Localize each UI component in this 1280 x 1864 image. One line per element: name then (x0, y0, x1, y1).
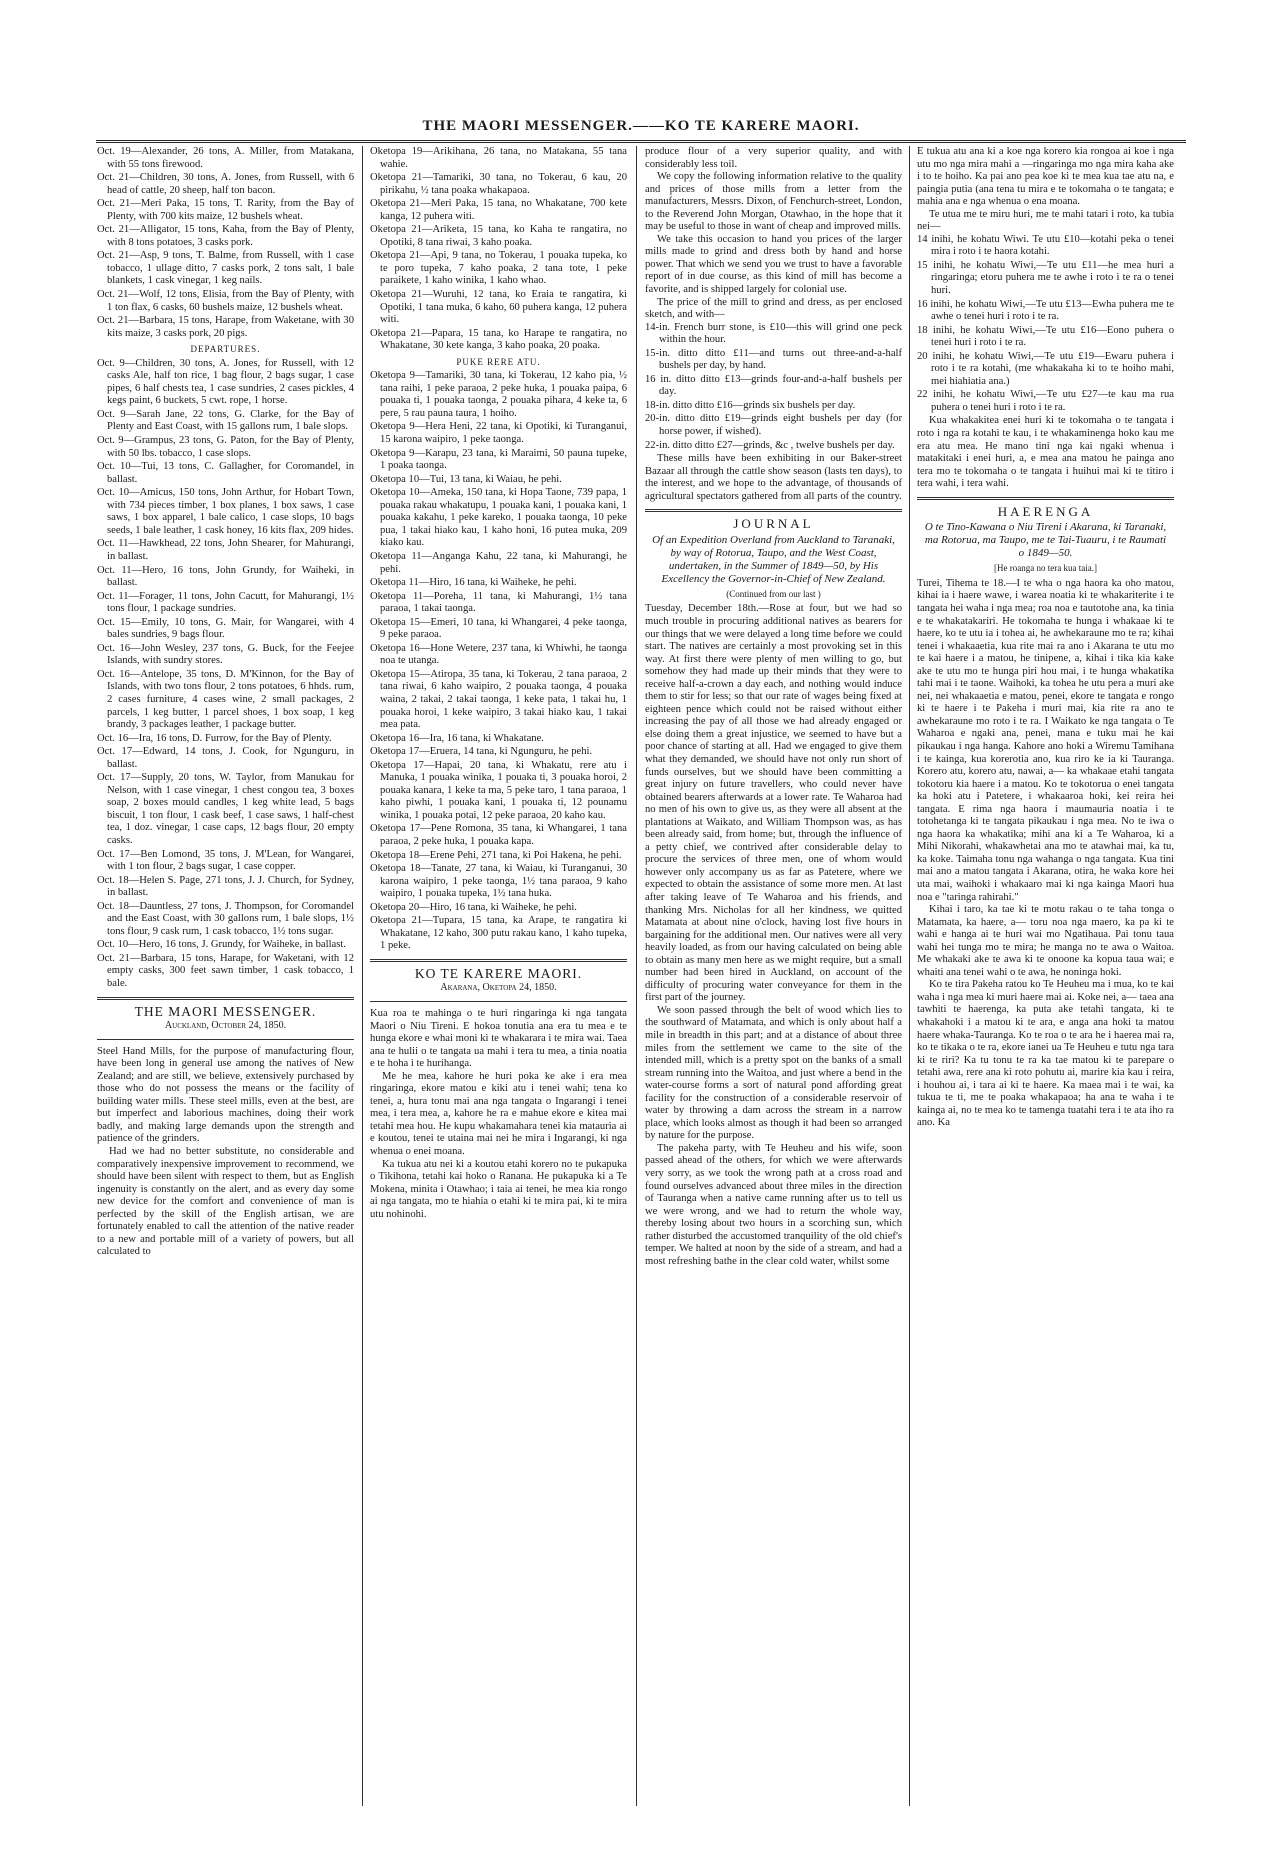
shipping-entry: Oketopa 15—Atiropa, 35 tana, ki Tokerau, 2 tana paraoa, 2 tana riwai, 6 kaho waipiro, 2 pouaka taonga, 4 pouaka waina, 2 takai, 2 takai taonga, 1 keke pata, 1 takai hu, 1 pouaka horoi, 1 keke waipiro, 3 takai hiako kau, 1 takai mea pata. (370, 668, 627, 731)
header-rule (96, 140, 1186, 143)
price-entry: 20-in. ditto ditto £19—grinds eight bushels per day (for horse power, if wished). (645, 413, 902, 438)
shipping-entry: Oct. 17—Edward, 14 tons, J. Cook, for Ngunguru, in ballast. (97, 746, 354, 770)
shipping-entry: Oct. 15—Emily, 10 tons, G. Mair, for Wangarei, with 4 bales sundries, 9 bags flour. (97, 616, 354, 641)
shipping-entry: Oketopa 16—Hone Wetere, 237 tana, ki Whiwhi, he taonga noa te utanga. (370, 642, 627, 667)
shipping-entry: Oketopa 17—Eruera, 14 tana, ki Ngunguru, he pehi. (370, 746, 593, 758)
article-paragraph: Kihai i taro, ka tae ki te motu rakau o te taha tonga o Matamata, ka haere, a— toru noa nga maero, ka pa ki te wahi e hanga ai te huri wai mo Ngatihaua. Pai tonu taua wahi hei tunga mo te mira; he manga no te awa o Waitoa. Me whakaki ake te awa ki te onoone ka kopua taua wai; e whaiti ana tenei wahi o te awa, he noninga hoki. (917, 904, 1174, 978)
shipping-entry: Oct. 21—Barbara, 15 tons, Harape, from Waketane, with 30 kits maize, 3 casks pork, 20 pigs. (97, 315, 354, 339)
shipping-entry: Oct. 10—Hero, 16 tons, J. Grundy, for Waiheke, in ballast. (97, 939, 346, 951)
shipping-entry: Oct. 21—Asp, 9 tons, T. Balme, from Russell, with 1 case tobacco, 1 ullage ditto, 7 casks pork, 2 tons salt, 1 bale blankets, 1 cask vinegar, 1 keg nails. (97, 250, 354, 287)
shipping-entry: Oketopa 21—Meri Paka, 15 tana, no Whakatane, 700 kete kanga, 12 puhera witi. (370, 198, 627, 222)
mill-article-outro-maori: Kua whakakitea enei huri ki te tokomaha o te tangata i roto i nga ra kotahi te kau, i te whakaminenga hoko kau me era atu mea. He mano tini nga kai ngaki whenua i matakitaki i enei huri, a, e mea ana matou he painga ano tera mo te tokomaha o te tangata i huihui mai ki te titiro i tera wahi, i tera wahi. (917, 415, 1174, 490)
shipping-entry: Oketopa 15—Emeri, 10 tana, ki Whangarei, 4 peke taonga, 9 peke paraoa. (370, 616, 627, 641)
journal-subtitle: Of an Expedition Overland from Auckland to Taranaki, by way of Rotorua, Taupo, and the West Coast, undertaken, in the Summer of 1849—50, by His Excellency the Governor-in-Chief of New Zealand. (652, 533, 895, 585)
column-english-shipping (97, 146, 354, 1259)
departures-list-maori (370, 370, 627, 953)
article-paragraph: produce flour of a very superior quality, and with considerably less toil. (645, 146, 902, 170)
column-divider (362, 146, 363, 1806)
haerenga-body (917, 578, 1174, 1130)
price-entry: 22-in. ditto ditto £27—grinds, &c , twelve bushels per day. (645, 439, 895, 451)
price-entry: 14 inihi, he kohatu Wiwi. Te utu £10—kotahi peka o tenei mira i roto i te haora kotahi. (917, 233, 1174, 258)
price-entry: 22 inihi, he kohatu Wiwi,—Te utu £27—te kau ma rua puhera o tenei huri i roto i te ra. (917, 389, 1174, 413)
continued-note: (Continued from our last ) (726, 588, 821, 599)
journal-heading: JOURNAL (733, 516, 814, 532)
mill-price-list (645, 322, 902, 452)
article-paragraph: Me he mea, kahore he huri poka ke ake i era mea ringaringa, ekore matou e kiki atu i tenei wahi; tena ko tenei, a, hura tonu mai ana nga tangata o Ingarangi i tenei mea, i tera mea, a, kahore he ra e mahue ekore e kitea mai tetahi mea hou. He kupu whakamahara tenei kia matauria ai e koutou, tenei te utaina mai nei he mira i Ingarangi, ki nga whenua o enei moana. (370, 1070, 627, 1158)
shipping-entry: Oct. 11—Hawkhead, 22 tons, John Shearer, for Mahurangi, in ballast. (97, 538, 354, 562)
shipping-entry: Oketopa 21—Papara, 15 tana, ko Harape te rangatira, no Whakatane, 30 kete kanga, 3 kaho poaka, 20 poaka. (370, 327, 627, 352)
departures-list (97, 358, 354, 991)
mill-price-list-maori (917, 234, 1174, 415)
column-maori-journal (917, 146, 1174, 1130)
article-paragraph: Kua roa te mahinga o te huri ringaringa ki nga tangata Maori o Niu Tireni. E hokoa tonutia ana era tu mea e te hunga ekore e whai moni ki te whakarara i te mira wai. Taea ana te hulii o te tangata ua mahi i tera tu mea, a tinia noatia e te hoha i te hurihanga. (370, 1008, 627, 1070)
shipping-entry: Oct. 11—Hero, 16 tons, John Grundy, for Waiheki, in ballast. (97, 564, 354, 589)
masthead-maori: KO TE KARERE MAORI. (414, 965, 583, 981)
shipping-entry: Oketopa 11—Poreha, 11 tana, ki Mahurangi, 1½ tana paraoa, 1 takai taonga. (370, 590, 627, 615)
shipping-entry: Oct. 19—Alexander, 26 tons, A. Miller, from Matakana, with 55 tons firewood. (97, 146, 354, 170)
mill-article (645, 146, 902, 322)
article-paragraph: We soon passed through the belt of wood which lies to the southward of Matamata, and which is only about half a mile in breadth in this part; and at a distance of about three miles from the settlement we came to the site of the intended mill, which is a pretty spot on the banks of a small stream running into the Waitoa, and just where a bend in the water-course forms a sort of natural pond affording great facility for the construction of a considerable reservoir of water by throwing a dam across the stream in a narrow place, which looks almost as though it had been so arranged by nature for the purpose. (645, 1004, 902, 1142)
price-entry: 14-in. French burr stone, is £10—this will grind one peck within the hour. (645, 321, 902, 346)
shipping-entry: Oct. 21—Children, 30 tons, A. Jones, from Russell, with 6 head of cattle, 20 sheep, half ton bacon. (97, 172, 354, 196)
shipping-entry: Oketopa 10—Tui, 13 tana, ki Waiau, he pehi. (370, 473, 562, 485)
shipping-entry: Oketopa 16—Ira, 16 tana, ki Whakatane. (370, 732, 544, 744)
running-head: THE MAORI MESSENGER.——KO TE KARERE MAORI. (422, 118, 860, 134)
shipping-entry: Oketopa 9—Hera Heni, 22 tana, ki Opotiki, ki Turanganui, 15 karona waipiro, 1 peke taonga. (370, 421, 627, 446)
shipping-entry: Oct. 10—Tui, 13 tons, C. Gallagher, for Coromandel, in ballast. (97, 461, 354, 485)
shipping-entry: Oct. 10—Amicus, 150 tons, John Arthur, for Hobart Town, with 734 pieces timber, 1 box planes, 1 box saws, 1 case saws, 1 box apparel, 1 bale calico, 1 case slops, 10 bags seeds, 1 bale leather, 1 cask honey, 16 kits flax, 209 hides. (97, 487, 354, 536)
shipping-entry: Oct. 21—Barbara, 15 tons, Harape, for Waketani, with 12 empty casks, 300 feet sawn timber, 1 cask tobacco, 1 bale. (97, 952, 354, 989)
shipping-entry: Oct. 9—Sarah Jane, 22 tons, G. Clarke, for the Bay of Plenty and East Coast, with 15 gallons rum, 1 bale slops. (97, 408, 354, 433)
shipping-entry: Oketopa 21—Tupara, 15 tana, ka Arape, te rangatira ki Whakatane, 12 kaho, 300 putu rakau kano, 1 kaho tupeka, 1 peke. (370, 915, 627, 952)
shipping-entry: Oct. 18—Helen S. Page, 271 tons, J. J. Church, for Sydney, in ballast. (97, 874, 354, 899)
price-entry: 18-in. ditto ditto £16—grinds six bushels per day. (645, 399, 856, 411)
shipping-entry: Oct. 21—Alligator, 15 tons, Kaha, from the Bay of Plenty, with 8 tons potatoes, 3 casks pork. (97, 224, 354, 248)
column-divider (909, 146, 910, 1806)
article-paragraph: E tukua atu ana ki a koe nga korero kia rongoa ai koe i nga utu mo nga mira mahi a —ringaringa mo nga mira kaha ake i to te hoiho. Ka pai ano pea koe ki te mea kua tae atu na, e paingia putia (ana tena tu mira e te tokomaha o te tangata; e mahia ana e nga whenua o ena moana. (917, 146, 1174, 208)
shipping-entry: Oketopa 18—Erene Pehi, 271 tana, ki Poi Hakena, he pehi. (370, 849, 622, 861)
shipping-entry: Oct. 17—Supply, 20 tons, W. Taylor, from Manukau for Nelson, with 1 case vinegar, 1 chest congou tea, 3 boxes soap, 2 boxes mould candles, 1 keg white lead, 5 bags biscuit, 1 ton flour, 1 cask beef, 1 case saws, 1 half-chest tea, 1 doz. vinegar, 1 case caps, 12 bags flour, 20 empty casks. (97, 772, 354, 846)
section-rule (370, 959, 627, 962)
shipping-entry: Oketopa 20—Hiro, 16 tana, ki Waiheke, he pehi. (370, 901, 577, 913)
column-maori-shipping (370, 146, 627, 1221)
article-paragraph: The pakeha party, with Te Heuheu and his wife, soon passed ahead of the others, for which we were afterwards very sorry, as we took the wrong path at a cross road and found ourselves advanced about three miles in the direction of Tauranga when a native came running after us to tell us we were wrong, and we had to return the whole way, thereby losing about two hours in a scorching sun, which rather disturbed the accustomed tranquility of the old chief's temper. We halted at noon by the side of a stream, and had a most refreshing bathe in the clear cold water, whilst some (645, 1142, 902, 1267)
article-paragraph: Had we had no better substitute, no considerable and comparatively inexpensive improvement to recommend, we should have been silent with respect to them, but as English ingenuity is constantly on the alert, and as every day some new device for the comfort and convenience of man is perfected by the skill of the English artisan, we are fortunately enabled to call the attention of the native reader to a new and portable mill of a variety of powers, but all calculated to (97, 1146, 354, 1258)
article-paragraph: Turei, Tihema te 18.—I te wha o nga haora ka oho matou, kihai ia i haere wawe, i warea noatia ki te whakariterite i te tangata hei waha i nga mea; roa noa e tautotohe ana, ka tinia e te whakatakariri. He tokomaha te hunga i whakaae ki te haere, ko te utu ia i tohea ai, he awhekaraune mo te ra; kihai tenei i whakaaetia, kua rite mai ra ano i Akarana te utu mo te kai haere i a matou, he tinipene, a, kihai i tika kia kake ake te utu mo te hunga piri hou mai, i te hunga whakatika tahi mai i te taone. Waihoki, ka tohea he utu pera a muri ake nei, nei whakaaetia e matou, penei, ekore te tangata e rongo ki te haere i te Pakeha i muri mai, kia rite ra ano te awhekaraune mo roto i te ra. I Waikato ke nga tangata o Te Waharoa e ngaki ana, penei, mana e tuku mai he kai pikaukau i nga hanga. Kahore ano hoki a Wiremu Tamihana i te kainga, kua korerotia ano, kua riro ke ia ki Tauranga. Korero atu, korero atu, nawai, a— ka whakaae etahi tangata tokotoru kia haere i a matou. Ko te tokotorua o enei tangata ka hoki atu i Patetere, i whakaaroa hoki, kei reira hei tangata. E rima nga haora i maumauria noatia i te totohetanga ki te tangata pikaukau i nga mea. No te iwa o nga haora ka whakatika; mihi ana ki a Te Waharoa, ki a Mihi Nikorahi, whakawhetai ana mo te atawhai mai, ka tu, ka koke. Taimaha tonu nga wahanga o nga tangata. Kua tini mai ano a matou tangata i Akarana, otira, he waka kore hei uta mai, waihoki i whakaaro mai ki nga kainga Maori hua noa e "taringa rahirahi." (917, 577, 1174, 903)
article-paragraph: We copy the following information relative to the quality and prices of those mills from a letter from the manufacturers, Messrs. Dixon, of Fenchurch-street, London, to the Reverend John Morgan, Otawhao, in the hope that it may be useful to those in want of cheap and improved mills. (645, 171, 902, 233)
shipping-entry: Oketopa 11—Anganga Kahu, 22 tana, ki Mahurangi, he pehi. (370, 550, 627, 575)
section-rule (97, 997, 354, 1000)
shipping-entry: Oketopa 19—Arikihana, 26 tana, no Matakana, 55 tana wahie. (370, 146, 627, 170)
shipping-entry: Oct. 17—Ben Lomond, 35 tons, J. M'Lean, for Wangarei, with 1 ton flour, 2 bags sugar, 1 case copper. (97, 848, 354, 873)
price-entry: 20 inihi, he kohatu Wiwi,—Te utu £19—Ewaru puhera i roto i te ra kotahi, (me whakakaha ki to te hoiho mahi, mei hiahiatia ana.) (917, 350, 1174, 387)
price-entry: 16 inihi, he kohatu Wiwi,—Te utu £13—Ewha puhera me te awhe o tenei huri i roto i te ra. (917, 298, 1174, 323)
mill-article-outro: These mills have been exhibiting in our Baker-street Bazaar all through the cattle show season (lasts ten days), to the interest, and we hope to the advantage, of thousands of agricultural spectators gathered from all parts of the country. (645, 453, 902, 502)
section-rule (97, 1039, 354, 1040)
price-entry: 15-in. ditto ditto £11—and turns out three-and-a-half bushels per day, by hand. (645, 347, 902, 372)
column-divider (636, 146, 637, 1806)
article-paragraph: Te utua me te miru huri, me te mahi tatari i roto, ka tubia nei— (917, 208, 1174, 233)
journal-body (645, 603, 902, 1268)
shipping-entry: Oketopa 17—Hapai, 20 tana, ki Whakatu, rere atu i Manuka, 1 pouaka winika, 1 pouaka ti, 3 pouaka horoi, 2 pouaka kanara, 1 keke ta ma, 5 peke taro, 1 tana paraoa, 1 kaho piwhi, 1 pouaka kani, 1 pouaka ti, 12 pounamu winika, 1 pouaka potai, 12 peke paraoa, 20 kaho kau. (370, 759, 627, 821)
departures-heading: DEPARTURES. (190, 344, 261, 355)
article-paragraph: Ka tukua atu nei ki a koutou etahi korero no te pukapuka o Tikihona, tetahi kai hoko o Ranana. He pukapuka ki a Te Mokena, minita i Otawhao; i taia ai tenei, he mea kia rongo ai nga tangata, mo te hiahia o etahi ki te mira pai, ki te mira utu nohinohi. (370, 1158, 627, 1220)
column-english-journal (645, 146, 902, 1268)
shipping-entry: Oketopa 9—Tamariki, 30 tana, ki Tokerau, 12 kaho pia, ½ tana raihi, 1 peke paraoa, 2 peke huka, 1 pouaka paipa, 6 pouaka ti, 1 pouaka taonga, 2 pouaka pihara, 4 keke ta, 6 pere, 5 rau pauna taura, 1 hoiho. (370, 370, 627, 419)
shipping-entry: Oct. 21—Wolf, 12 tons, Elisia, from the Bay of Plenty, with 1 ton flax, 6 casks, 60 bushels maize, 12 bushels wheat. (97, 289, 354, 313)
article-paragraph: Ko te tira Pakeha ratou ko Te Heuheu ma i mua, ko te kai waha i nga mea ki muri haere mai ai. Koke nei, a— taea ana tawhiti te haerenga, ka puta ake tetahi tangata, ki te whakahoki i a matou ki te ara, e anga ana hoki ta matou haere whaka-Tauranga. Ko te roa o te ara he i haerea mai ra, ko te tikaka o te ra, ekore ianei ua Te Heuheu e tutu nga tara ki te riri? Ka tu tonu te ra ka tae matou ki te parepare o tetahi awa, rere ana ki roto pohutu ai, marire kia kau i reira, i houhou ai, i tara ai ki te haere. Ka maea mai i te wai, ka tukua te ti, me te poaka whakapaoa; ha ana te waha i te kainga ai, no te mea ko te tamenga tuatahi tera i te ata iho ra ano. Ka (917, 979, 1174, 1129)
continued-note-maori: [He roanga no tera kua taia.] (994, 563, 1097, 574)
shipping-entry: Oct. 16—Antelope, 35 tons, D. M'Kinnon, for the Bay of Islands, with two tons flour, 2 tons potatoes, 6 hhds. rum, 2 cases furniture, 4 cases wine, 2 small packages, 2 parcels, 1 keg butter, 1 parcel shoes, 1 box soap, 1 keg brandy, 3 packages leather, 1 package butter. (97, 668, 354, 731)
shipping-entry: Oct. 9—Grampus, 23 tons, G. Paton, for the Bay of Plenty, with 50 lbs. tobacco, 1 case slops. (97, 435, 354, 459)
article-paragraph: We take this occasion to hand you prices of the larger mills made to grind and dress both by hand and horse power. That which we send you we trust to have a favorable report of in due course, as this kind of mill has become a favorite, and is shipped largely for colonial use. (645, 233, 902, 296)
shipping-entry: Oketopa 18—Tanate, 27 tana, ki Waiau, ki Turanganui, 30 karona waipiro, 1 peke taonga, 1½ tana paraoa, 9 kaho waipiro, 1 pouaka tupeka, 1½ tana huka. (370, 863, 627, 900)
shipping-entry: Oct. 18—Dauntless, 27 tons, J. Thompson, for Coromandel and the East Coast, with 30 gallons rum, 1 bale slops, 1½ tons flour, 9 cask rum, 1 cask tobacco, 1½ tons sugar. (97, 900, 354, 937)
shipping-entry: Oketopa 21—Wuruhi, 12 tana, ko Eraia te rangatira, ki Opotiki, 1 tana muka, 6 kaho, 60 puhera kanga, 12 puhera witi. (370, 289, 627, 326)
article-paragraph: Tuesday, December 18th.—Rose at four, but we had so much trouble in procuring additional natives as bearers for our things that we were delayed a long time before we could start. The natives are certainly a most provoking set in this way. At first there were plenty of men willing to go, but somehow they had made up their minds that they were to receive half-a-crown a day each, and nothing would induce them to stir for less; so that our rate of wages being fixed at eighteen pence which could not be raised without either increasing the pay of all those we had already engaged or else doing them a great injustice, we seemed to have but a poor chance of starting at all. Had we engaged to give them what they demanded, we should have not only run short of funds ourselves, but we should have been committing a great injury on future travellers, who could never have obtained bearers afterwards at a lower rate. Te Waharoa had no men of his own to give us, as they were all absent at the plantations at Waikato, and William Thompson was, as has been already said, from home; but, through the influence of a petty chief, we contrived after considerable delay to procure the services of three men, one of whom would however only accompany us as far as Patetere, where we expected to obtain the assistance of some more men. At last after taking leave of Te Waharoa and his friends, and thanking Mrs. Nicholas for all her kindness, we quitted Matamata at about nine o'clock, having lost five hours in bargaining for the additional men. Our natives were all very heavily loaded, as from our having calculated on being able to obtain as many men here as we might require, but a small number had been hired in Auckland, on account of the difficulty of procuring water conveyance for them in the first part of the journey. (645, 603, 902, 1004)
article-paragraph: The price of the mill to grind and dress, as per enclosed sketch, and with— (645, 296, 902, 321)
dateline-english: Auckland, October 24, 1850. (164, 1020, 287, 1032)
shipping-entry: Oct. 9—Children, 30 tons, A. Jones, for Russell, with 12 casks Ale, half ton rice, 1 bag flour, 2 bags sugar, 1 case pipes, 6 half chests tea, 1 case sundries, 2 cases pickles, 4 kegs paint, 6 buckets, 5 cwt. rope, 1 horse. (97, 357, 354, 407)
shipping-entry: Oketopa 21—Api, 9 tana, no Tokerau, 1 pouaka tupeka, ko te poro tupeka, 7 kaho poaka, 2 tana tote, 1 peke paraikete, 1 kaho winika, 1 kaho whao. (370, 250, 627, 287)
masthead-english: THE MAORI MESSENGER. (134, 1003, 317, 1019)
shipping-entry: Oct. 11—Forager, 11 tons, John Cacutt, for Mahurangi, 1½ tons flour, 1 package sundries. (97, 590, 354, 615)
editorial-english (97, 1046, 354, 1259)
haerenga-subtitle: O te Tino-Kawana o Niu Tireni i Akarana, ki Taranaki, ma Rotorua, ma Taupo, me te Tai-Tuauru, i te Raumati o 1849—50. (924, 521, 1167, 560)
price-entry: 18 inihi, he kohatu Wiwi,—Te utu £16—Eono puhera o tenei huri i roto i te ra. (917, 324, 1174, 349)
departures-heading-maori: PUKE RERE ATU. (456, 356, 541, 367)
shipping-entry: Oketopa 10—Ameka, 150 tana, ki Hopa Taone, 739 papa, 1 pouaka rakau whakatupu, 1 pouaka kani, 1 pouaka kani, 1 pouaka kakahu, 1 peke kareko, 1 pouaka taonga, 10 peke pua, 1 takai hiako kau, 1 kaho honi, 16 putea muka, 209 kiako kau. (370, 487, 627, 549)
haerenga-heading: HAERENGA (997, 503, 1094, 519)
section-rule (917, 497, 1174, 500)
article-paragraph: Steel Hand Mills, for the purpose of manufacturing flour, have been long in general use among the natives of New Zealand; and are still, we believe, extensively purchased by those who do not possess the means or the facility of building water mills. These steel mills, even at the best, are but imperfect and laborious machines, doing their work badly, and making large demands upon the strength and patience of the grinders. (97, 1045, 354, 1145)
shipping-entry: Oct. 16—John Wesley, 237 tons, G. Buck, for the Feejee Islands, with sundry stores. (97, 642, 354, 667)
mill-article-maori (917, 146, 1174, 234)
section-rule (370, 1001, 627, 1002)
dateline-maori: Akarana, Oketopa 24, 1850. (440, 982, 557, 994)
shipping-entry: Oct. 16—Ira, 16 tons, D. Furrow, for the Bay of Plenty. (97, 732, 332, 744)
shipping-entry: Oketopa 17—Pene Romona, 35 tana, ki Whangarei, 1 tana paraoa, 2 peke huka, 1 pouaka kapa. (370, 823, 627, 847)
shipping-entry: Oketopa 9—Karapu, 23 tana, ki Maraimi, 50 pauna tupeke, 1 poaka taonga. (370, 447, 627, 472)
price-entry: 15 inihi, he kohatu Wiwi,—Te utu £11—he mea huri a ringaringa; etoru puhera me te awhe i roto i te ra o tenei huri. (917, 259, 1174, 297)
editorial-maori (370, 1008, 627, 1221)
arrivals-list (97, 146, 354, 340)
section-rule (645, 509, 902, 512)
shipping-entry: Oketopa 21—Tamariki, 30 tana, no Tokerau, 6 kau, 20 pirikahu, ½ tana poaka whakapaoa. (370, 172, 627, 196)
shipping-entry: Oketopa 21—Ariketa, 15 tana, ko Kaha te rangatira, no Opotiki, 8 tana riwai, 3 kaho poaka. (370, 224, 627, 248)
price-entry: 16 in. ditto ditto £13—grinds four-and-a-half bushels per day. (645, 373, 902, 398)
shipping-entry: Oketopa 11—Hiro, 16 tana, ki Waiheke, he pehi. (370, 577, 577, 589)
arrivals-list-maori (370, 146, 627, 353)
shipping-entry: Oct. 21—Meri Paka, 15 tons, T. Rarity, from the Bay of Plenty, with 700 kits maize, 12 bushels wheat. (97, 198, 354, 222)
